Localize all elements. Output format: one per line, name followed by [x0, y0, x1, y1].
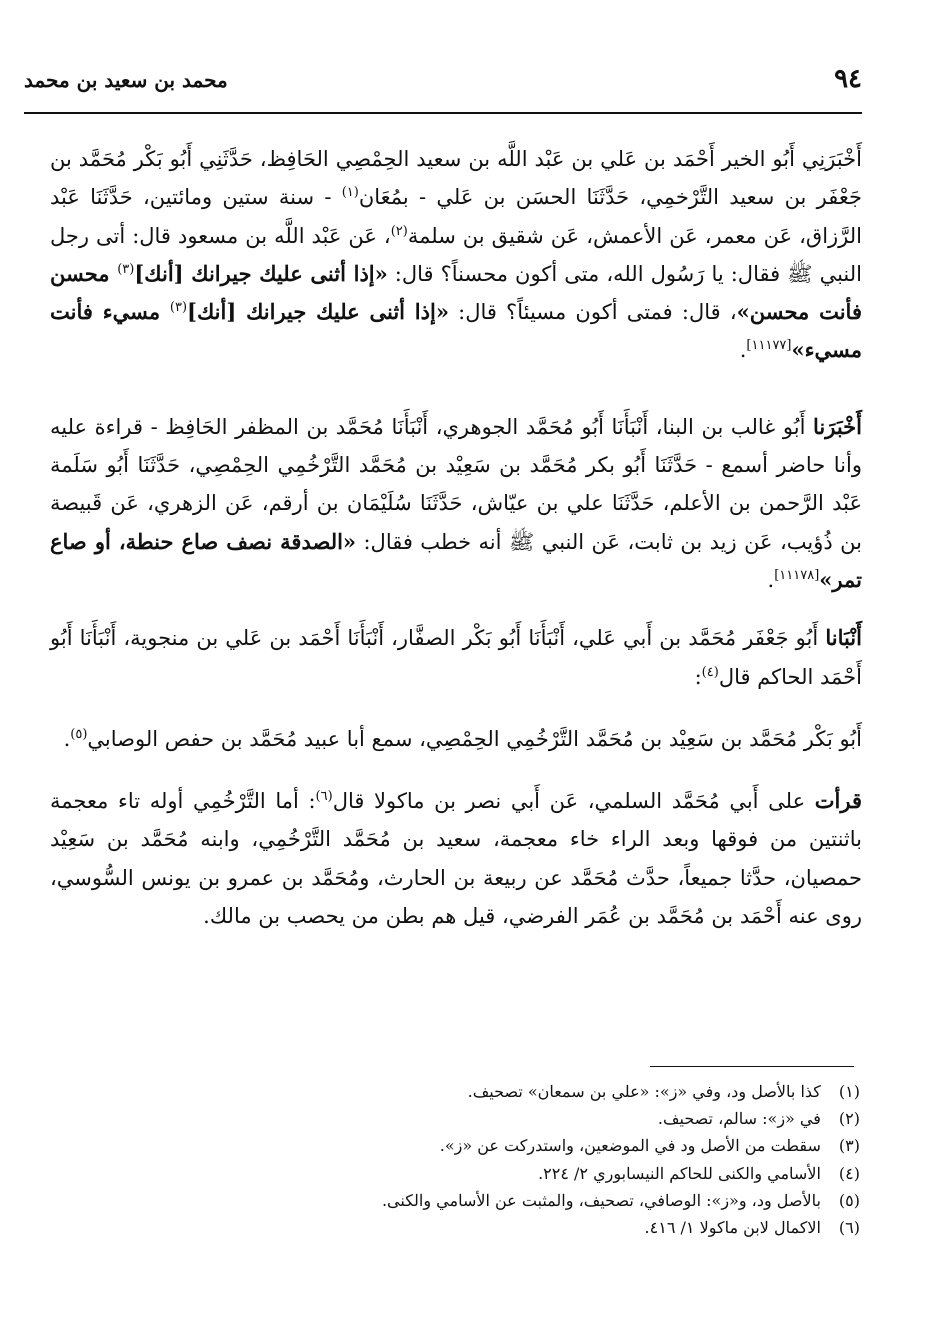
footnote-number: (٥): [838, 1190, 860, 1210]
hadith-text: مسيء فأنت مسيء»: [50, 299, 862, 363]
text-run: :: [694, 664, 702, 689]
footnote-number: (٤): [838, 1163, 860, 1183]
paragraph-2: [50, 408, 862, 599]
text-run: أَبُو بَكْر مُحَمَّد بن سَعِيْد بن مُحَمَّد التَّرْخُمِي الحِمْصِي، سمع أبا عبيد مُحَمَّد بن حفص الوصابي: [87, 726, 862, 751]
isnad-keyword: أَخْبَرَنا: [813, 413, 862, 439]
footnote: [90, 1214, 860, 1241]
text-run: ، قال: فمتى أكون مسيئاً؟ قال:: [448, 300, 737, 325]
footnote-number: (٦): [838, 1218, 860, 1238]
paragraph-1: [50, 140, 862, 370]
header-divider: [24, 112, 862, 114]
text-run: - سنة ستين ومائتين، حَدَّثَنَا عَبْد الرَّزاق، عَن معمر، عَن الأعمش، عَن شقيق بن سلمة: [50, 185, 862, 248]
text-run: .: [767, 567, 775, 592]
text-run: ، عَن عَبْد اللَّه بن مسعود قال: أتى رجل النبي ﷺ فقال: يا رَسُول الله، متى أكون محسناً؟ قال:: [50, 223, 862, 286]
footnote-text: في «ز»: سالم، تصحيف.: [657, 1109, 821, 1129]
running-title: محمد بن سعيد بن محمد: [24, 68, 228, 92]
hadith-text: «الصدقة نصف صاع حنطة، أو صاع تمر»: [50, 528, 862, 592]
text-run: .: [739, 338, 747, 363]
footnote-text: كذا بالأصل ود، وفي «ز»: «علي بن سمعان» تصحيف.: [467, 1082, 821, 1101]
footnote-ref: (٣): [117, 261, 135, 277]
footnote-ref: (٥): [70, 726, 88, 742]
footnote-number: (١): [838, 1082, 860, 1101]
paragraph-4: [50, 720, 862, 758]
footnote-text: الأسامي والكنى للحاكم النيسابوري ٢/ ٢٢٤.: [538, 1163, 821, 1183]
hadith-text: «إذا أثنى عليك جيرانك [أنك]: [187, 299, 449, 325]
footnotes: [90, 1078, 860, 1241]
main-text: [50, 140, 862, 953]
footnote-number: (٣): [838, 1136, 860, 1156]
footnote-ref: (١): [341, 185, 359, 201]
text-run: .: [63, 726, 71, 751]
text-run: على أَبي مُحَمَّد السلمي، عَن أَبي نصر بن ماكولا قال: [332, 789, 815, 814]
footnote-ref: (٢): [390, 223, 408, 239]
text-run: أَخْبَرَنِي أَبُو الخير أَحْمَد بن عَلي بن عَبْد اللَّه بن سعيد الحِمْصِي الحَافِظ، حَدَّثَنِي أَبُو بَكْر مُحَمَّد بن جَعْفَر بن سعيد التَّرْخمِي، حَدَّثَنَا الحسَن بن عَلي - بمُعَان: [50, 147, 862, 210]
footnote-text: سقطت من الأصل ود في الموضعين، واستدركت عن «ز».: [439, 1136, 821, 1156]
hadith-number: [١١١٧٨]: [774, 567, 820, 583]
footnote: [90, 1187, 860, 1214]
footnote-ref: (٣): [169, 300, 188, 316]
page-number: ٩٤: [834, 64, 862, 94]
text-run: أَبُو جَعْفَر مُحَمَّد بن أَبي عَلي، أَنْبَأَنَا أَبُو بَكْر الصفَّار، أَنْبَأَنَا أَحْمَد بن عَلي بن منجوية، أَنْبَأَنَا أَبُو أَحْمَد الحاكم قال: [50, 626, 862, 689]
footnote: [90, 1132, 860, 1159]
footnote: [90, 1160, 860, 1187]
isnad-keyword: قرأت: [814, 788, 862, 814]
hadith-text: «إذا أثنى عليك جيرانك [أنك]: [134, 260, 388, 286]
paragraph-5: [50, 782, 862, 935]
page-header: [24, 62, 862, 102]
text-run: : أما التَّرْخُمِي أوله تاء معجمة باثنتين من فوقها وبعد الراء خاء معجمة، سعيد بن مُحَمَّد التَّرْخُمِي، وابنه مُحَمَّد بن سَعِيْد حمصيان، حدَّثا جميعاً، حدَّث مُحَمَّد عن ربيعة بن الحارث، ومُحَمَّد بن عمرو بن يونس السُّوسي، روى عنه أَحْمَد بن مُحَمَّد بن عُمَر الفرضي، قيل هم بطن من يحصب بن مالك.: [50, 789, 862, 929]
footnote: [90, 1078, 860, 1105]
footnote-ref: (٦): [315, 789, 333, 805]
hadith-text: محسن فأنت محسن»: [50, 260, 862, 325]
paragraph-3: [50, 619, 862, 696]
text-run: أَبُو غالب بن البنا، أَنْبَأَنَا أَبُو مُحَمَّد الجوهري، أَنْبَأَنَا مُحَمَّد بن المظفر الحَافِظ - قراءة عليه وأنا حاضر أسمع - حَدَّثَنَا أَبُو بكر مُحَمَّد بن سَعِيْد بن مُحَمَّد التَّرْخُمِي الحِمْصِي، حَدَّثَنَا أَبُو سَلَمة عَبْد الرَّحمن بن الأعلم، حَدَّثَنَا علي بن عيّاش، حَدَّثَنَا سُلَيْمَان بن أرقم، عَن الزهري، عَن قَبيصة بن ذُؤيب، عَن زيد بن ثابت، عَن النبي ﷺ أنه خطب فقال:: [50, 414, 862, 554]
footnote-divider: [650, 1066, 854, 1067]
isnad-keyword: أَنْبَانا: [825, 625, 862, 651]
footnote-text: الاكمال لابن ماكولا ١/ ٤١٦.: [644, 1218, 821, 1238]
footnote-ref: (٤): [701, 664, 719, 680]
footnote: [90, 1105, 860, 1132]
hadith-number: [١١١٧٧]: [746, 338, 792, 354]
footnote-text: بالأصل ود، و«ز»: الوصافي، تصحيف، والمثبت عن الأسامي والكنى.: [381, 1190, 821, 1210]
footnote-number: (٢): [838, 1109, 860, 1129]
